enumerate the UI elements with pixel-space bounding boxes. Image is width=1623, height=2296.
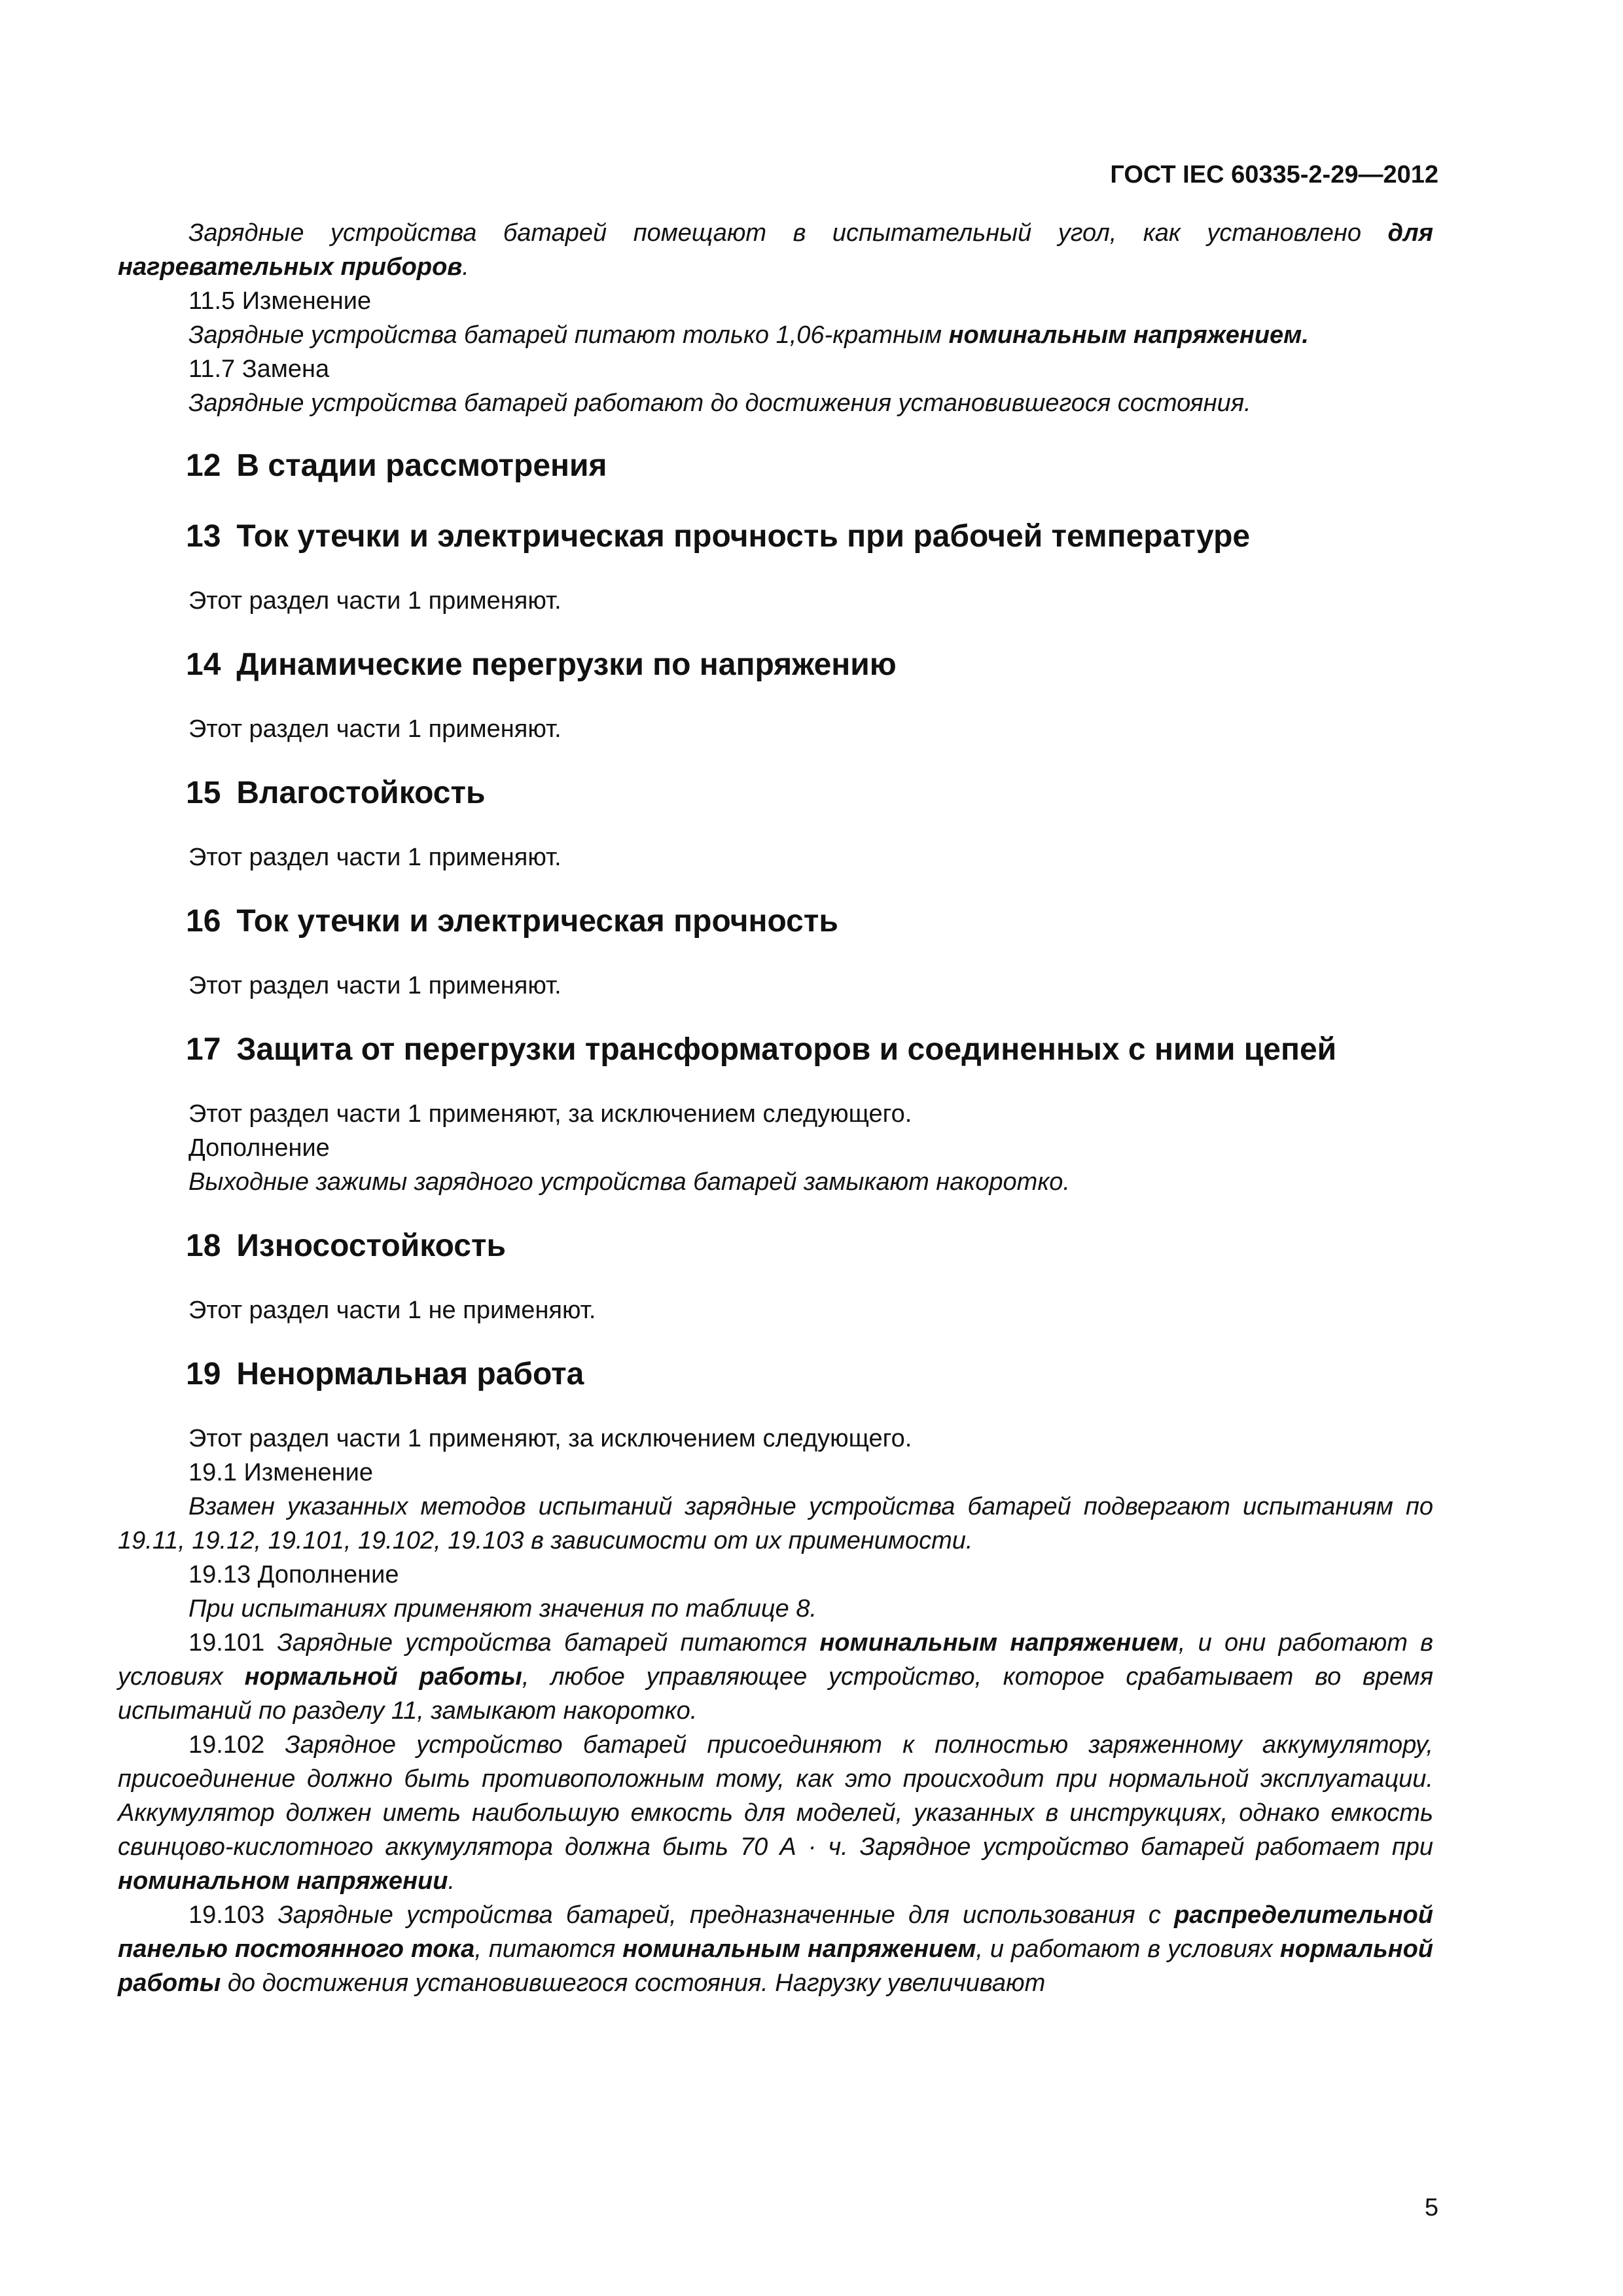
section-17-heading xyxy=(118,1029,1433,1071)
clause-11-7-label: 11.7 Замена xyxy=(188,355,330,383)
section-title: Износостойкость xyxy=(236,1229,506,1263)
section-title: Защита от перегрузки трансформаторов и соединенных с ними цепей xyxy=(236,1032,1337,1067)
section-15-heading xyxy=(118,772,1433,814)
text-run: Зарядные устройства батарей питаются xyxy=(277,1629,820,1657)
clause-number: 19.101 xyxy=(188,1629,277,1657)
section-title: Динамические перегрузки по напряжению xyxy=(236,647,897,682)
section-title: Ток утечки и электрическая прочность xyxy=(236,904,838,939)
page-content xyxy=(118,216,1433,2000)
section-19-heading xyxy=(118,1354,1433,1395)
section-number: 15 xyxy=(186,776,221,810)
text-run: , и они работают в условиях xyxy=(118,1629,1433,1691)
section-title: Ненормальная работа xyxy=(236,1357,584,1391)
section-title: Влагостойкость xyxy=(236,776,486,810)
section-17-addition-text: Выходные зажимы зарядного устройства батарей замыкают накоротко. xyxy=(188,1168,1070,1196)
section-number: 14 xyxy=(186,647,221,682)
clause-11-5-text xyxy=(118,318,1433,352)
defined-term: номинальным напряжением. xyxy=(948,321,1309,349)
clause-19-13-text: При испытаниях применяют значения по таблице 8. xyxy=(188,1595,817,1623)
text-run: , питаются xyxy=(474,1935,623,1963)
page-number: 5 xyxy=(1424,2194,1438,2221)
section-18-heading xyxy=(118,1225,1433,1267)
section-number: 18 xyxy=(186,1229,221,1263)
clause-19-1-text: Взамен указанных методов испытаний зарядные устройства батарей подвергают испытаниям по 19.11, 19.12, 19.101, 19.102, 19.103 в зависимости от их применимости. xyxy=(118,1493,1433,1554)
text-run: Зарядные устройства батарей, предназначенные для использования с xyxy=(277,1901,1175,1929)
section-17-text: Этот раздел части 1 применяют, за исключением следующего. xyxy=(188,1100,912,1128)
section-16-text: Этот раздел части 1 применяют. xyxy=(188,972,562,999)
section-14-heading xyxy=(118,644,1433,686)
defined-term: нормальной работы xyxy=(244,1663,522,1691)
clause-19-101 xyxy=(118,1626,1433,1728)
section-13-heading xyxy=(118,516,1433,558)
clause-19-102 xyxy=(118,1728,1433,1898)
clause-19-1-label: 19.1 Изменение xyxy=(188,1459,373,1486)
text-run: . xyxy=(462,253,469,281)
section-title: В стадии рассмотрения xyxy=(236,448,607,483)
text-run: , любое управляющее устройство, которое срабатывает во время испытаний по разделу 11, замыкают накоротко. xyxy=(118,1663,1434,1725)
section-16-heading xyxy=(118,901,1433,942)
section-number: 13 xyxy=(186,519,221,554)
text-run: Зарядные устройства батарей помещают в испытательный угол, как установлено xyxy=(188,219,1388,247)
text-run: , и работают в условиях xyxy=(976,1935,1280,1963)
section-title: Ток утечки и электрическая прочность при рабочей температуре xyxy=(236,519,1251,554)
defined-term: номинальном напряжении xyxy=(118,1867,448,1895)
section-number: 12 xyxy=(186,448,221,483)
section-12-heading xyxy=(118,445,1433,487)
clause-number: 19.102 xyxy=(188,1731,285,1759)
section-19-text: Этот раздел части 1 применяют, за исключением следующего. xyxy=(188,1425,912,1452)
section-13-text: Этот раздел части 1 применяют. xyxy=(188,587,562,615)
section-18-text: Этот раздел части 1 не применяют. xyxy=(188,1297,596,1324)
paragraph-test-corner xyxy=(118,216,1433,284)
text-run: Зарядное устройство батарей присоединяют к полностью заряженному аккумулятору, присоединение должно быть противоположным тому, как это происходит при нормальной эксплуатации. Аккумулятор должен иметь наибольшую емкость для моделей, указанных в инструкциях, однако емкость свинцово-кислотного аккумулятора должна быть 70 А · ч. Зарядное устройство батарей работает при xyxy=(118,1731,1433,1861)
text-run: . xyxy=(448,1867,455,1895)
clause-11-5-label: 11.5 Изменение xyxy=(188,287,372,315)
defined-term: нормальной работы xyxy=(118,1935,1434,1997)
defined-term: для нагревательных приборов xyxy=(118,219,1433,281)
clause-19-103 xyxy=(118,1898,1433,2000)
document-header: ГОСТ IEC 60335-2-29—2012 xyxy=(1110,161,1438,188)
section-17-addition-label: Дополнение xyxy=(188,1134,330,1162)
defined-term: номинальным напряжением xyxy=(819,1629,1179,1657)
section-15-text: Этот раздел части 1 применяют. xyxy=(188,844,562,871)
defined-term: распределительной панелью постоянного тока xyxy=(118,1901,1433,1963)
clause-19-13-label: 19.13 Дополнение xyxy=(188,1561,399,1588)
clause-11-7-text: Зарядные устройства батарей работают до достижения установившегося состояния. xyxy=(188,389,1251,417)
section-14-text: Этот раздел части 1 применяют. xyxy=(188,715,562,743)
section-number: 17 xyxy=(186,1032,221,1067)
text-run: до достижения установившегося состояния. Нагрузку увеличивают xyxy=(221,1969,1046,1997)
section-number: 16 xyxy=(186,904,221,939)
section-number: 19 xyxy=(186,1357,221,1391)
text-run: Зарядные устройства батарей питают только 1,06-кратным xyxy=(188,321,949,349)
clause-number: 19.103 xyxy=(188,1901,278,1929)
defined-term: номинальным напряжением xyxy=(622,1935,976,1963)
